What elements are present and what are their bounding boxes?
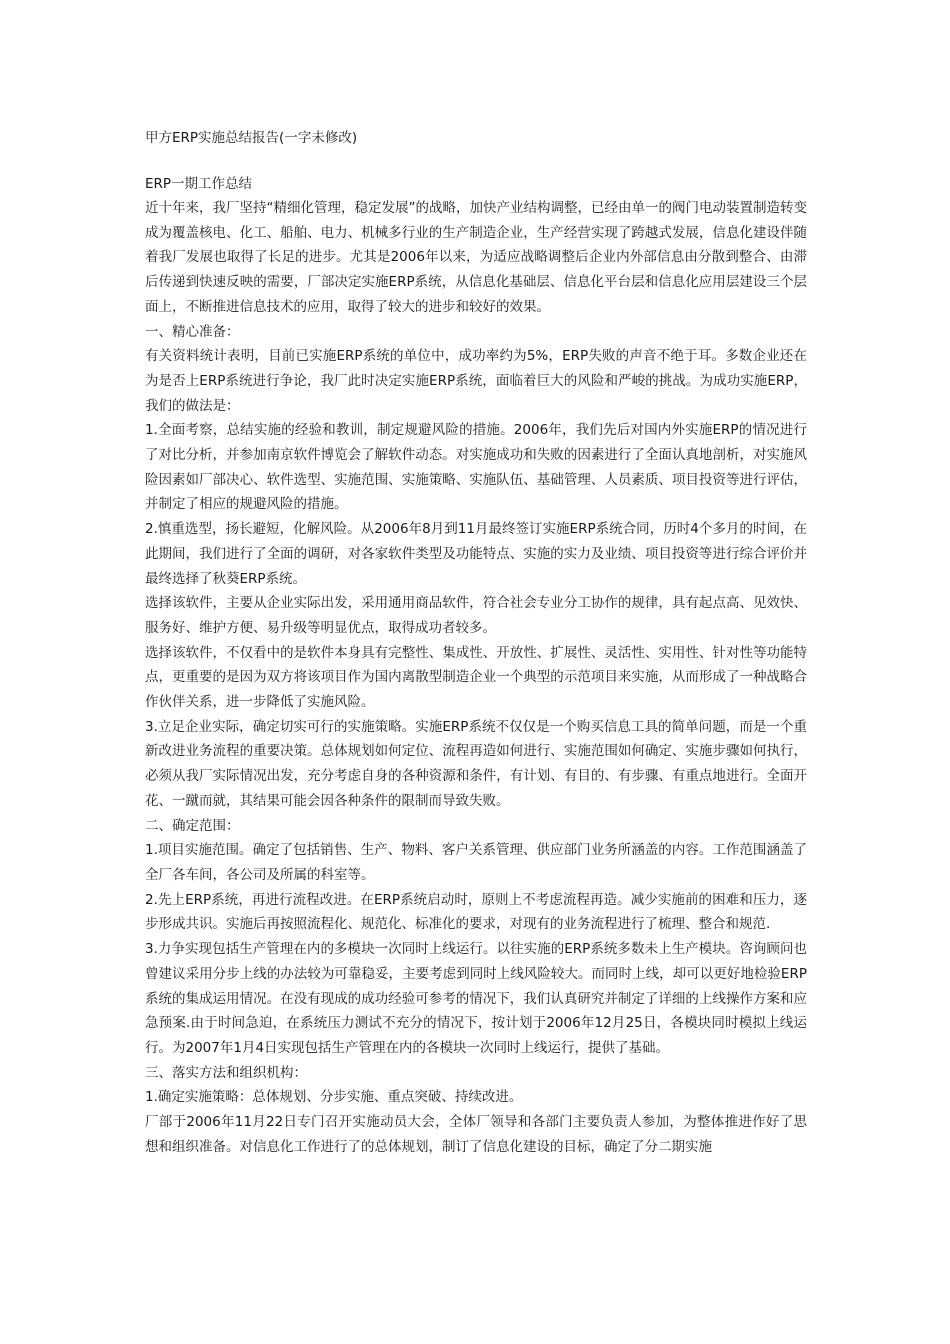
paragraph-item-2: 2.慎重选型，扬长避短，化解风险。从2006年8月到11月最终签订实施ERP系统合同，历时4个多月的时间，在此期间，我们进行了全面的调研，对各家软件类型及功能特点、实施的实力及业绩、项目投资等进行综合评价并最终选择了秋葵ERP系统。 xyxy=(145,521,807,587)
paragraph-software-choice-b: 选择该软件，不仅看中的是软件本身具有完整性、集成性、开放性、扩展性、灵活性、实用性、针对性等功能特点，更重要的是因为双方将该项目作为国内离散型制造企业一个典型的示范项目来实施，从而形成了一种战略合作伙伴关系，进一步降低了实施风险。 xyxy=(145,644,807,711)
heading-methods: 三、落实方法和组织机构： xyxy=(145,1064,307,1081)
heading-scope: 二、确定范围： xyxy=(145,817,240,834)
document-title: 甲方ERP实施总结报告(一字未修改) xyxy=(145,130,358,146)
document-page xyxy=(145,126,807,1159)
document-subtitle: ERP一期工作总结 xyxy=(145,176,253,192)
paragraph-intro: 近十年来，我厂坚持“精细化管理，稳定发展”的战略，加快产业结构调整，已经由单一的阀门电动装置制造转变成为覆盖核电、化工、船舶、电力、机械多行业的生产制造企业，生产经营实现了跨越式发展，信息化建设伴随着我厂发展也取得了长足的进步。尤其是2006年以来，为适应战略调整后企业内外部信息由分散到整合、由滞后传递到快速反映的需要，厂部决定实施ERP系统，从信息化基础层、信息化平台层和信息化应用层建设三个层面上，不断推进信息技术的应用，取得了较大的进步和较好的效果。 xyxy=(145,200,807,315)
heading-preparation: 一、精心准备： xyxy=(145,323,240,340)
paragraph-methods-1: 1.确定实施策略：总体规划、分步实施、重点突破、持续改进。 xyxy=(145,1089,523,1106)
paragraph-item-1: 1.全面考察，总结实施的经验和教训，制定规避风险的措施。2006年，我们先后对国内外实施ERP的情况进行了对比分析，并参加南京软件博览会了解软件动态。对实施成功和失败的因素进行了全面认真地剖析，对实施风险因素如厂部决心、软件选型、实施范围、实施策略、实施队伍、基础管理、人员素质、项目投资等进行评估，并制定了相应的规避风险的措施。 xyxy=(145,422,807,513)
paragraph-methods-2: 厂部于2006年11月22日专门召开实施动员大会，全体厂领导和各部门主要负责人参加，为整体推进作好了思想和组织准备。对信息化工作进行了的总体规划，制订了信息化建设的目标，确定了分二期实施 xyxy=(145,1114,807,1155)
paragraph-statistics: 有关资料统计表明，目前已实施ERP系统的单位中，成功率约为5%，ERP失败的声音不绝于耳。多数企业还在为是否上ERP系统进行争论，我厂此时决定实施ERP系统，面临着巨大的风险和严峻的挑战。为成功实施ERP，我们的做法是： xyxy=(145,348,807,414)
paragraph-software-choice-a: 选择该软件，主要从企业实际出发，采用通用商品软件，符合社会专业分工协作的规律，具有起点高、见效快、服务好、维护方便、易升级等明显优点，取得成功者较多。 xyxy=(145,595,807,636)
paragraph-scope-1: 1.项目实施范围。确定了包括销售、生产、物料、客户关系管理、供应部门业务所涵盖的内容。工作范围涵盖了全厂各车间，各公司及所属的科室等。 xyxy=(145,842,807,883)
paragraph-item-3: 3.立足企业实际，确定切实可行的实施策略。实施ERP系统不仅仅是一个购买信息工具的简单问题，而是一个重新改进业务流程的重要决策。总体规划如何定位、流程再造如何进行、实施范围如何确定、实施步骤如何执行，必须从我厂实际情况出发，充分考虑自身的各种资源和条件，有计划、有目的、有步骤、有重点地进行。全面开花、一蹴而就，其结果可能会因各种条件的限制而导致失败。 xyxy=(145,718,807,809)
paragraph-scope-3: 3.力争实现包括生产管理在内的多模块一次同时上线运行。以往实施的ERP系统多数未上生产模块。咨询顾问也曾建议采用分步上线的办法较为可靠稳妥，主要考虑到同时上线风险较大。而同时上线，却可以更好地检验ERP系统的集成运用情况。在没有现成的成功经验可参考的情况下，我们认真研究并制定了详细的上线操作方案和应急预案.由于时间急迫，在系统压力测试不充分的情况下，按计划于2006年12月25日，各模块同时模拟上线运行。为2007年1月4日实现包括生产管理在内的各模块一次同时上线运行，提供了基础。 xyxy=(145,941,807,1056)
paragraph-scope-2: 2.先上ERP系统，再进行流程改进。在ERP系统启动时，原则上不考虑流程再造。减少实施前的困难和压力，逐步形成共识。实施后再按照流程化、规范化、标准化的要求，对现有的业务流程进行了梳理、整合和规范. xyxy=(145,891,807,933)
